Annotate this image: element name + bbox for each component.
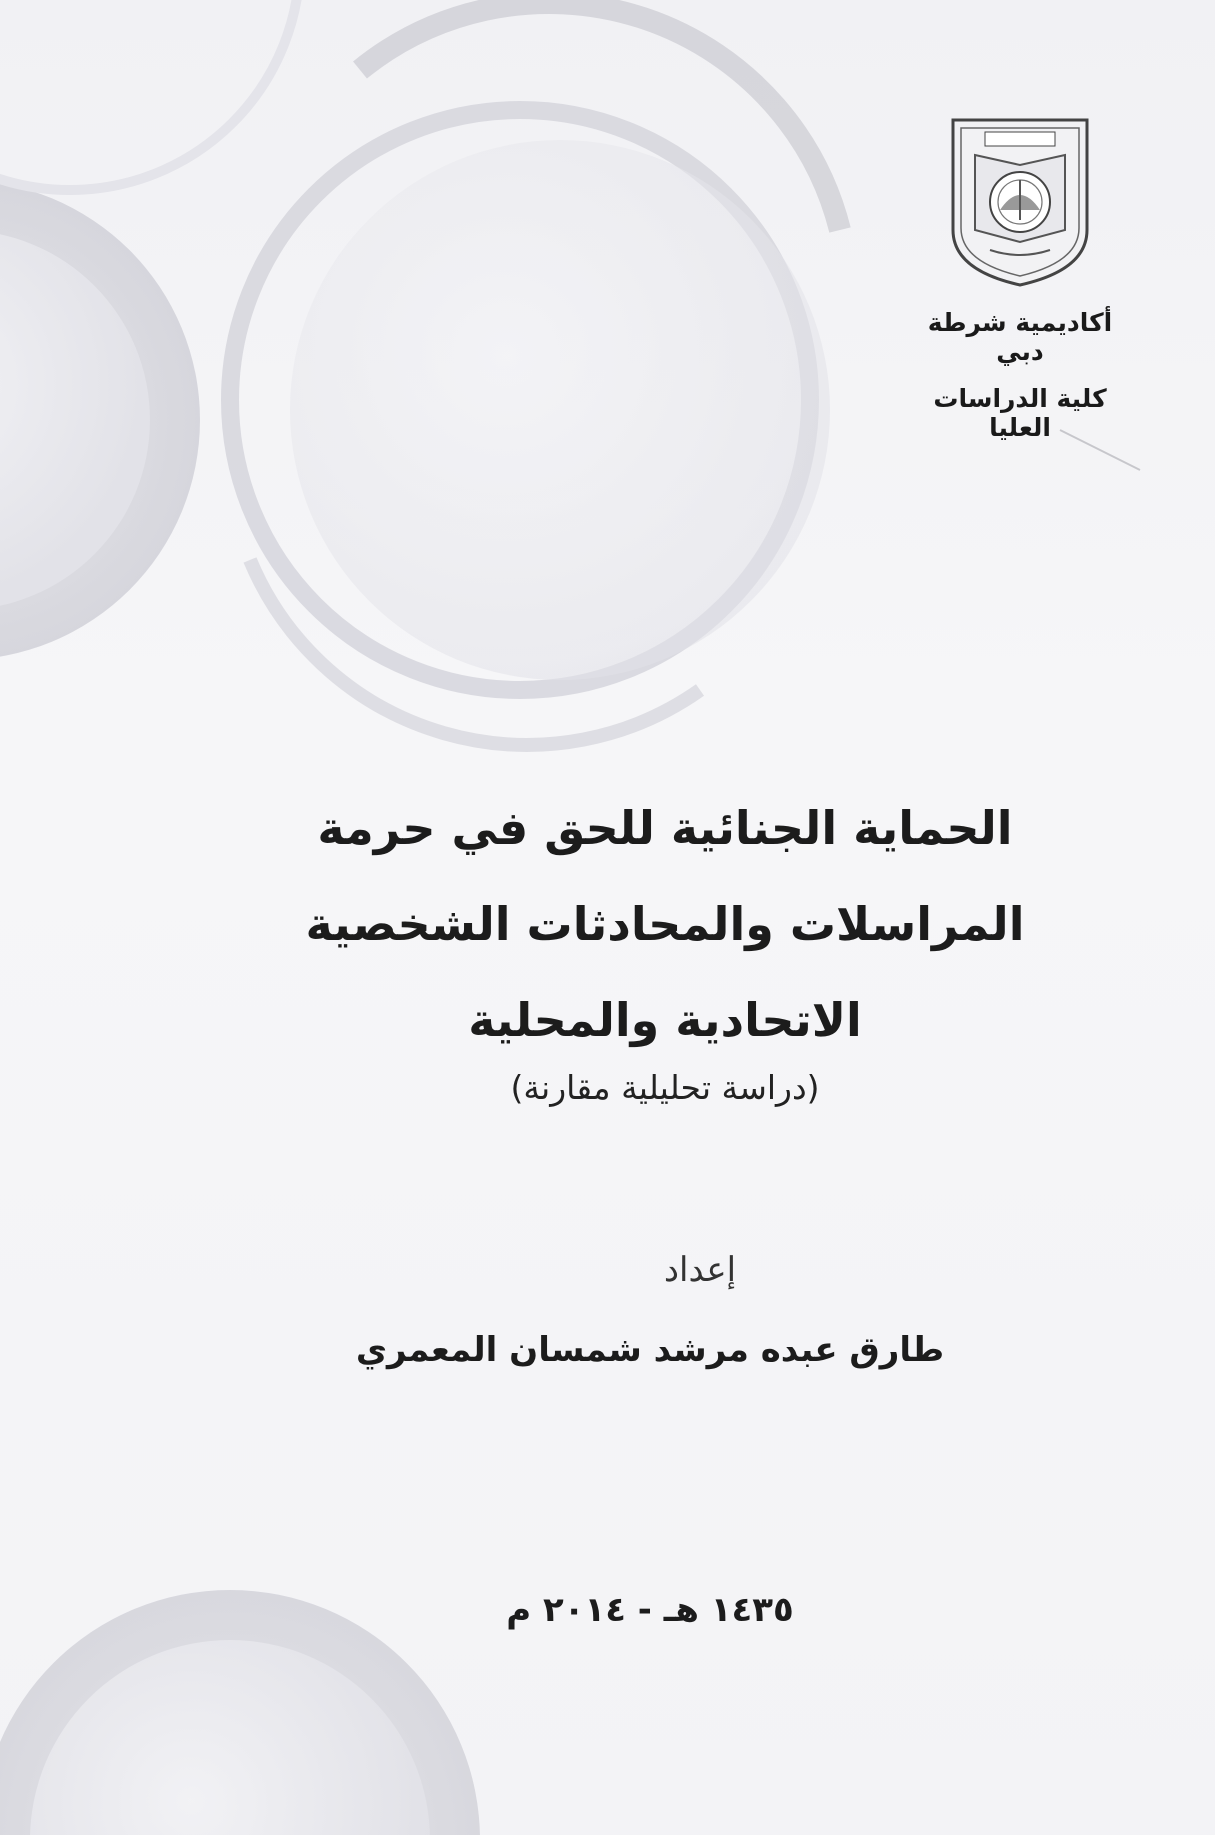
publication-date: ١٤٣٥ هـ - ٢٠١٤ م	[506, 1590, 794, 1630]
logo-block	[900, 110, 1140, 442]
college-name: كلية الدراسات العليا	[933, 384, 1107, 442]
title-line-1: الحماية الجنائية للحق في حرمة	[317, 801, 1013, 855]
title-line-3: الاتحادية والمحلية	[468, 993, 862, 1047]
academy-seal-logo	[945, 110, 1095, 290]
prepared-by-label: إعداد	[663, 1250, 737, 1290]
thesis-subtitle: (دراسة تحليلية مقارنة)	[510, 1068, 820, 1107]
title-line-2: المراسلات والمحادثات الشخصية	[305, 897, 1025, 951]
thesis-title-block	[200, 780, 1130, 1107]
academy-name: أكاديمية شرطة دبي	[927, 308, 1113, 366]
author-name: طارق عبده مرشد شمسان المعمري	[355, 1330, 945, 1370]
